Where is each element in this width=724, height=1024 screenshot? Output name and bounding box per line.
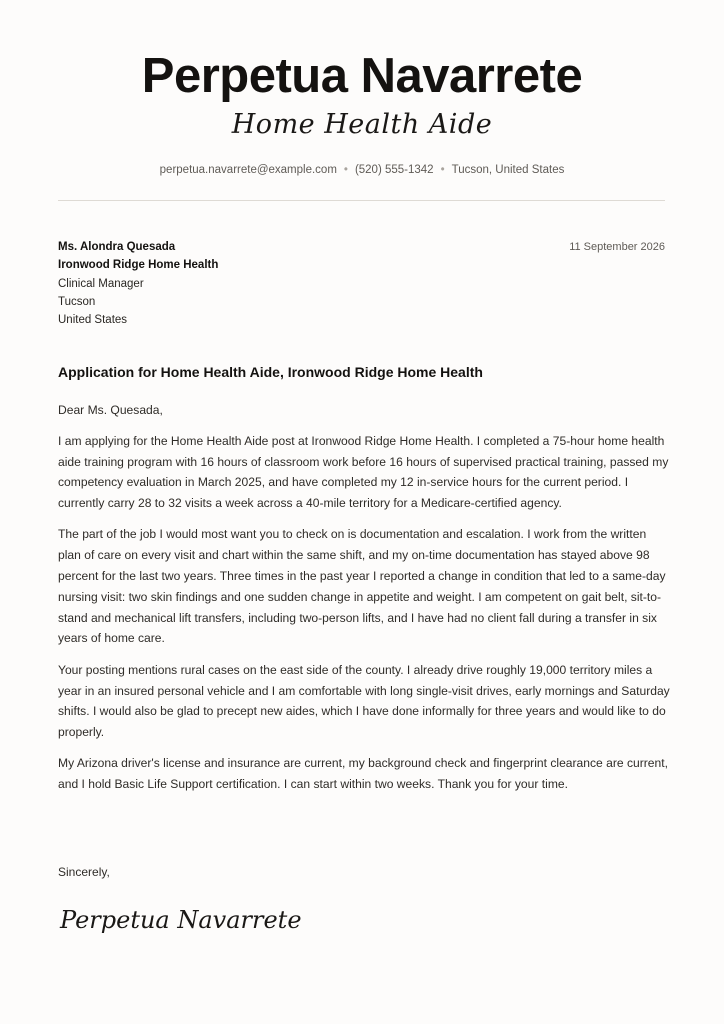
recipient-city: Tucson bbox=[58, 295, 96, 308]
letter-body bbox=[58, 400, 670, 806]
recipient-name: Ms. Alondra Quesada bbox=[58, 241, 176, 253]
body-paragraph: The part of the job I would most want you to check on is documentation and escalation. I work from the written plan of care on every visit and chart within the same shift, and my on-time documentation has stayed above 98 percent for the last two years. Three times in the past year I reported a change in condition that led to a same-day nursing visit: two skin findings and one sudden change in appetite and weight. I am competent on gait belt, sit-to-stand and mechanical lift transfers, including two-person lifts, and I have had no client fall during a transfer in six years of home care. bbox=[58, 527, 666, 646]
contact-phone: (520) 555-1342 bbox=[354, 164, 434, 176]
signature: Perpetua Navarrete bbox=[60, 906, 302, 934]
salutation: Dear Ms. Quesada, bbox=[58, 403, 163, 417]
contact-line bbox=[0, 162, 724, 178]
letter-subject: Application for Home Health Aide, Ironwood Ridge Home Health bbox=[58, 364, 483, 380]
applicant-title: Home Health Aide bbox=[231, 109, 493, 140]
closing: Sincerely, bbox=[58, 865, 110, 879]
body-paragraph: I am applying for the Home Health Aide post at Ironwood Ridge Home Health. I completed a 75-hour home health aide training program with 16 hours of classroom work before 16 hours of supervised practical training, passed my competency evaluation in March 2025, and have completed my 12 in-service hours for the current period. I currently carry 28 to 32 visits a week across a 40-mile territory for a Medicare-certified agency. bbox=[58, 433, 669, 511]
header-divider bbox=[58, 200, 665, 201]
contact-email: perpetua.navarrete@example.com bbox=[159, 164, 337, 176]
body-paragraph: My Arizona driver's license and insurance are current, my background check and fingerprint clearance are current, and I hold Basic Life Support certification. I can start within two weeks. Thank you for your time. bbox=[58, 756, 668, 792]
body-paragraph: Your posting mentions rural cases on the east side of the county. I already drive roughly 19,000 territory miles a year in an insured personal vehicle and I am comfortable with long single-visit drives, early mornings and Saturday shifts. I would also be glad to precept new aides, which I have done informally for three years and would like to do properly. bbox=[58, 662, 670, 740]
letter-date: 11 September 2026 bbox=[569, 241, 665, 253]
recipient-block bbox=[58, 238, 458, 329]
recipient-role: Clinical Manager bbox=[58, 277, 144, 290]
contact-location: Tucson, United States bbox=[451, 164, 565, 176]
recipient-company: Ironwood Ridge Home Health bbox=[58, 259, 219, 272]
recipient-country: United States bbox=[58, 314, 128, 327]
separator-dot: • bbox=[440, 164, 445, 176]
separator-dot: • bbox=[343, 164, 348, 176]
applicant-name: Perpetua Navarrete bbox=[141, 49, 583, 103]
